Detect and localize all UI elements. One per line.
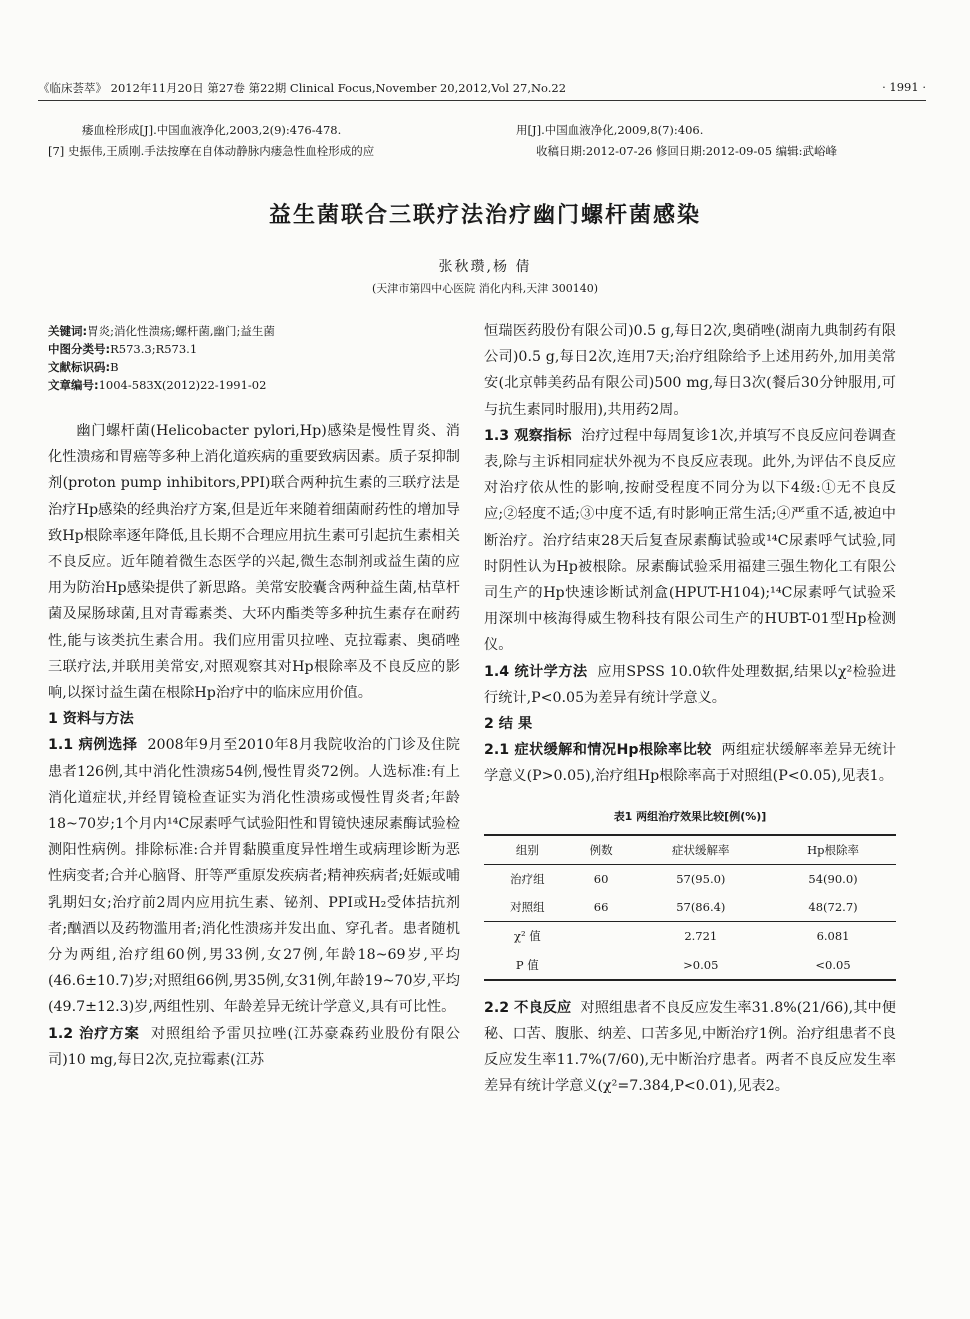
subsection-heading: 1.1 病例选择 [48,737,138,754]
reference-line: 用[J].中国血液净化,2009,8(7):406. [516,123,704,137]
article-title: 益生菌联合三联疗法治疗幽门螺杆菌感染 [268,203,701,228]
article-number-label: 文章编号: [48,378,99,392]
table-cell: χ² 值 [513,929,541,944]
running-header [38,80,926,101]
table-cell: <0.05 [815,957,851,972]
table-cell: 对照组 [510,900,545,915]
table-cell: 48(72.7) [808,900,858,915]
references-right [516,120,936,162]
doc-code: B [110,360,119,374]
table-header: 组别 [515,842,539,857]
table-cell: 治疗组 [510,872,545,887]
journal-citation: 《临床荟萃》 2012年11月20日 第27卷 第22期 Clinical Focus,November 20,2012,Vol 27,No.22 [38,81,567,95]
table-cell: 57(95.0) [676,872,726,887]
paragraph: 应用SPSS 10.0软件处理数据,结果以χ²检验进行统计,P<0.05为差异有统计学意义。 [484,663,896,706]
table-row [484,951,896,980]
table-header: 症状缓解率 [672,842,730,857]
article-meta [48,322,458,394]
reference-line: 痿血栓形成[J].中国血液净化,2003,2(9):476-478. [82,123,342,137]
clc-label: 中图分类号: [48,342,111,356]
subsection-heading: 1.2 治疗方案 [48,1025,140,1042]
subsection-heading: 2.2 不良反应 [484,999,572,1016]
clc-number: R573.3;R573.1 [110,342,198,356]
table-cell [571,922,632,951]
table-header: 例数 [589,842,613,857]
paragraph: 恒瑞医药股份有限公司)0.5 g,每日2次,奥硝唑(湖南九典制药有限公司)0.5 g,每日2次,连用7天;治疗组除给予上述用药外,加用美常安(北京韩美药品有限公司)500 mg,每日3次(餐后30分钟服用,可与抗生素同时服用),共用药2周。 [484,323,896,418]
doc-code-label: 文献标识码: [48,360,111,374]
table-cell: 6.081 [816,929,850,944]
section-heading: 1 资料与方法 [48,711,134,728]
paragraph: 对照组给予雷贝拉唑(江苏豪森药业股份有限公司)10 mg,每日2次,克拉霉素(江苏 [48,1025,460,1068]
table-cell [571,951,632,980]
table-cell: 66 [593,900,609,915]
paragraph: 2008年9月至2010年8月我院收治的门诊及住院患者126例,其中消化性溃疡54例,慢性胃炎72例。人选标准:有上消化道症状,并经胃镜检查证实为消化性溃疡或慢性胃炎者;年龄18~70岁;1个月内¹⁴C尿素呼气试验阳性和胃镜快速尿素酶试验检测阳性病例。排除标准:合并胃黏膜重度异性增生或病理诊断为恶性病变者;合并心脑肾、肝等严重原发疾病者;精神疾病者;妊娠或哺乳期妇女;治疗前2周内应用抗生素、铋剂、PPI或H₂受体拮抗剂者;酗酒以及药物滥用者;消化性溃疡并发出血、穿孔者。患者随机分为两组,治疗组60例,男33例,女27例,年龄18~69岁,平均(46.6±10.7)岁;对照组66例,男35例,女31例,年龄19~70岁,平均(49.7±12.3)岁,两组性别、年龄差异无统计学意义,具有可比性。 [48,737,460,1016]
table-row [484,893,896,922]
table-row [484,922,896,951]
subsection-heading: 2.1 症状缓解和情况Hp根除率比较 [484,742,712,759]
right-column [484,318,896,1100]
reference-line: [7] 史振伟,王质刚.手法按摩在自体动静脉内瘘急性血栓形成的应 [48,144,375,158]
paragraph: 两组症状缓解率差异无统计学意义(P>0.05),治疗组Hp根除率高于对照组(P<0.05),见表1。 [484,742,896,785]
paragraph: 治疗过程中每周复诊1次,并填写不良反应问卷调查表,除与主诉相同症状外视为不良反应表现。此外,为评估不良反应对治疗依从性的影响,按耐受程度不同分为以下4级:①无不良反应;②轻度不适;③中度不适,有时影响正常生活;④严重不适,被迫中断治疗。治疗结束28天后复查尿素酶试验或¹⁴C尿素呼气试验,同时阴性认为Hp被根除。尿素酶试验采用福建三强生物化工有限公司生产的Hp快速诊断试剂盒(HPUT-H104);¹⁴C尿素呼气试验采用深圳中核海得威生物科技有限公司生产的HUBT-01型Hp检测仪。 [484,427,896,654]
subsection-heading: 1.4 统计学方法 [484,663,588,680]
keywords: 胃炎;消化性溃疡;螺杆菌,幽门;益生菌 [87,324,275,338]
table-header: Hp根除率 [807,842,859,857]
affiliation: (天津市第四中心医院 消化内科,天津 300140) [371,282,599,295]
paragraph: 对照组患者不良反应发生率31.8%(21/66),其中便秘、口苦、腹胀、纳差、口苦多见,中断治疗1例。治疗组患者不良反应发生率11.7%(7/60),无中断治疗患者。两者不良反应发生率差异有统计学意义(χ²=7.384,P<0.01),见表2。 [484,999,896,1095]
table-row [484,865,896,894]
table-cell: 60 [593,872,609,887]
article-number: 1004-583X(2012)22-1991-02 [98,378,267,392]
left-column [48,418,460,1073]
page-number: · 1991 · [882,80,926,94]
table-caption: 表1 两组治疗效果比较[例(%)] [613,809,767,823]
table-1 [484,804,896,981]
table-cell: 57(86.4) [676,900,726,915]
table-cell: P 值 [515,957,539,972]
keywords-label: 关键词: [48,324,88,338]
authors: 张秋瓒,杨 倩 [438,259,532,275]
references-left [48,120,468,162]
table-cell: 2.721 [684,929,718,944]
intro-paragraph: 幽门螺杆菌(Helicobacter pylori,Hp)感染是慢性胃炎、消化性溃疡和胃癌等多种上消化道疾病的重要致病因素。质子泵抑制剂(proton pump inhibitors,PPI)联合两种抗生素的三联疗法是治疗Hp感染的经典治疗方案,但是近年来随着细菌耐药性的增加导致Hp根除率逐年降低,且长期不合理应用抗生素可引起抗生素相关不良反应。近年随着微生态医学的兴起,微生态制剂或益生菌的应用为防治Hp感染提供了新思路。美常安胶囊含两种益生菌,枯草杆菌及屎肠球菌,且对青霉素类、大环内酯类等多种抗生素存在耐药性,能与该类抗生素合用。我们应用雷贝拉唑、克拉霉素、奥硝唑三联疗法,并联用美常安,对照观察其对Hp根除率及不良反应的影响,以探讨益生菌在根除Hp治疗中的临床应用价值。 [48,423,460,702]
table-cell: >0.05 [683,957,719,972]
subsection-heading: 1.3 观察指标 [484,427,572,444]
received-dates: 收稿日期:2012-07-26 修回日期:2012-09-05 编辑:武峪峰 [536,144,838,158]
results-table [484,834,896,981]
section-heading: 2 结 果 [484,716,533,733]
table-cell: 54(90.0) [808,872,858,887]
